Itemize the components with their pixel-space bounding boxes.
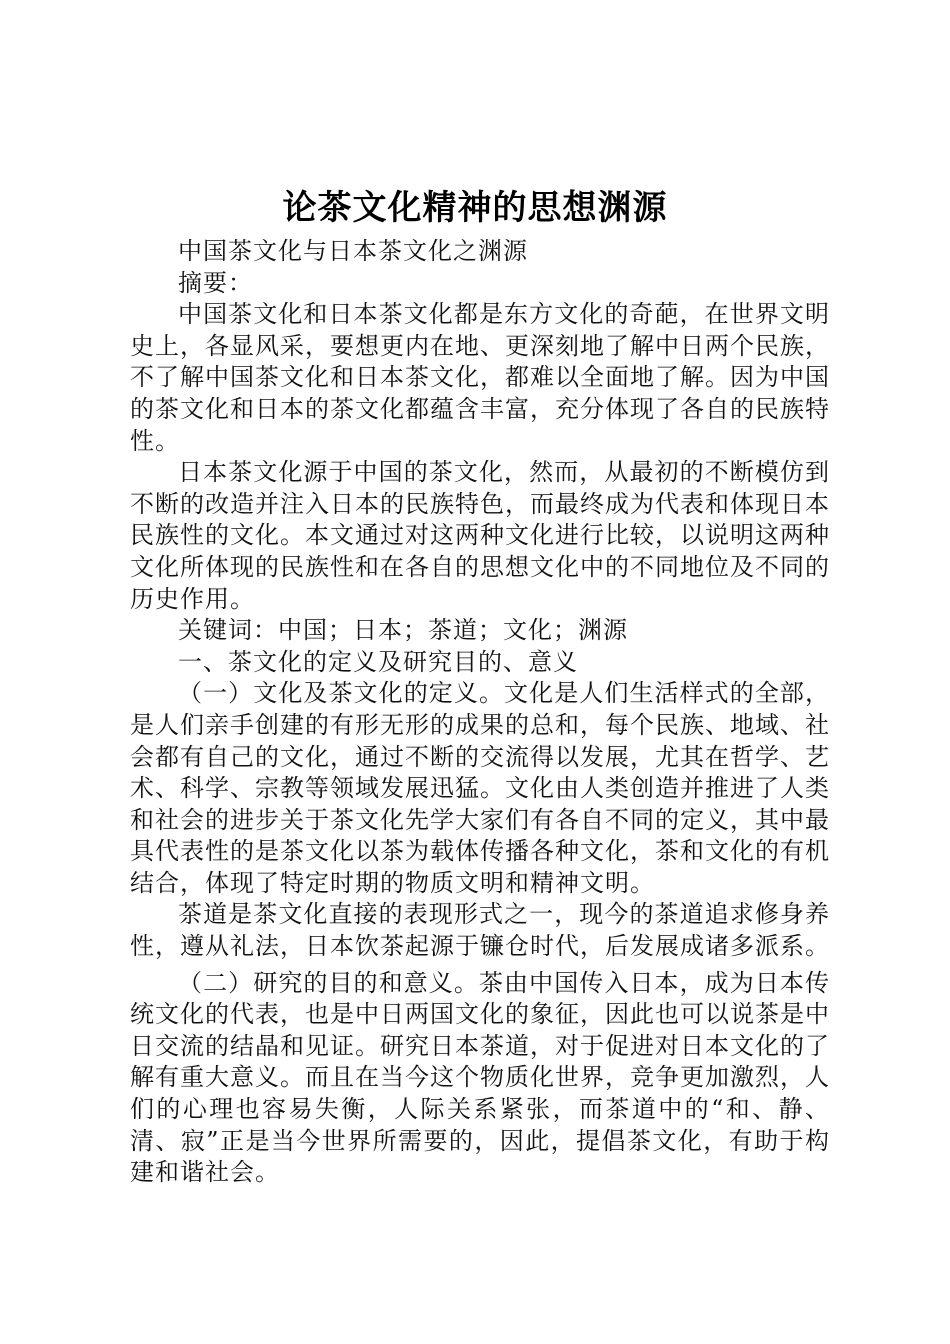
- definition-paragraph: （一）文化及茶文化的定义。文化是人们生活样式的全部，是人们亲手创建的有形无形的成果的总和，每个民族、地域、社会都有自己的文化，通过不断的交流得以发展，尤其在哲学、艺术、科学、宗教等领域发展迅猛。文化由人类创造并推进了人类和社会的进步关于茶文化先学大家们有各自不同的定义，其中最具代表性的是茶文化以茶为载体传播各种文化，茶和文化的有机结合，体现了特定时期的物质文明和精神文明。: [130, 679, 830, 897]
- subtitle-paragraph: 中国茶文化与日本茶文化之渊源: [178, 237, 528, 265]
- abstract-paragraph-1: 中国茶文化和日本茶文化都是东方文化的奇葩，在世界文明史上，各显风采，要想更内在地、更深刻地了解中日两个民族，不了解中国茶文化和日本茶文化，都难以全面地了解。因为中国的茶文化和日本的茶文化都蕴含丰富，充分体现了各自的民族特性。: [130, 300, 830, 455]
- abstract-paragraph-2: 日本茶文化源于中国的茶文化，然而，从最初的不断模仿到不断的改造并注入日本的民族特色，而最终成为代表和体现日本民族性的文化。本文通过对这两种文化进行比较，以说明这两种文化所体现的民族性和在各自的思想文化中的不同地位及不同的历史作用。: [130, 458, 830, 613]
- purpose-paragraph: （二）研究的目的和意义。茶由中国传入日本，成为日本传统文化的代表，也是中日两国文化的象征，因此也可以说茶是中日交流的结晶和见证。研究日本茶道，对于促进对日本文化的了解有重大意义。而且在当今这个物质化世界，竞争更加激烈，人们的心理也容易失衡，人际关系紧张，而茶道中的“和、静、清、寂”正是当今世界所需要的，因此，提倡茶文化，有助于构建和谐社会。: [130, 968, 830, 1187]
- section-heading-1: 一、茶文化的定义及研究目的、意义: [178, 647, 578, 676]
- keywords-line: 关键词：中国；日本；茶道；文化；渊源: [178, 616, 628, 645]
- document-title: 论茶文化精神的思想渊源: [282, 188, 668, 228]
- abstract-heading: 摘要：: [178, 268, 253, 297]
- document-body: [130, 236, 830, 1189]
- tea-ceremony-paragraph: 茶道是茶文化直接的表现形式之一，现今的茶道追求修身养性，遵从礼法，日本饮茶起源于镰仓时代，后发展成诸多派系。: [130, 900, 830, 961]
